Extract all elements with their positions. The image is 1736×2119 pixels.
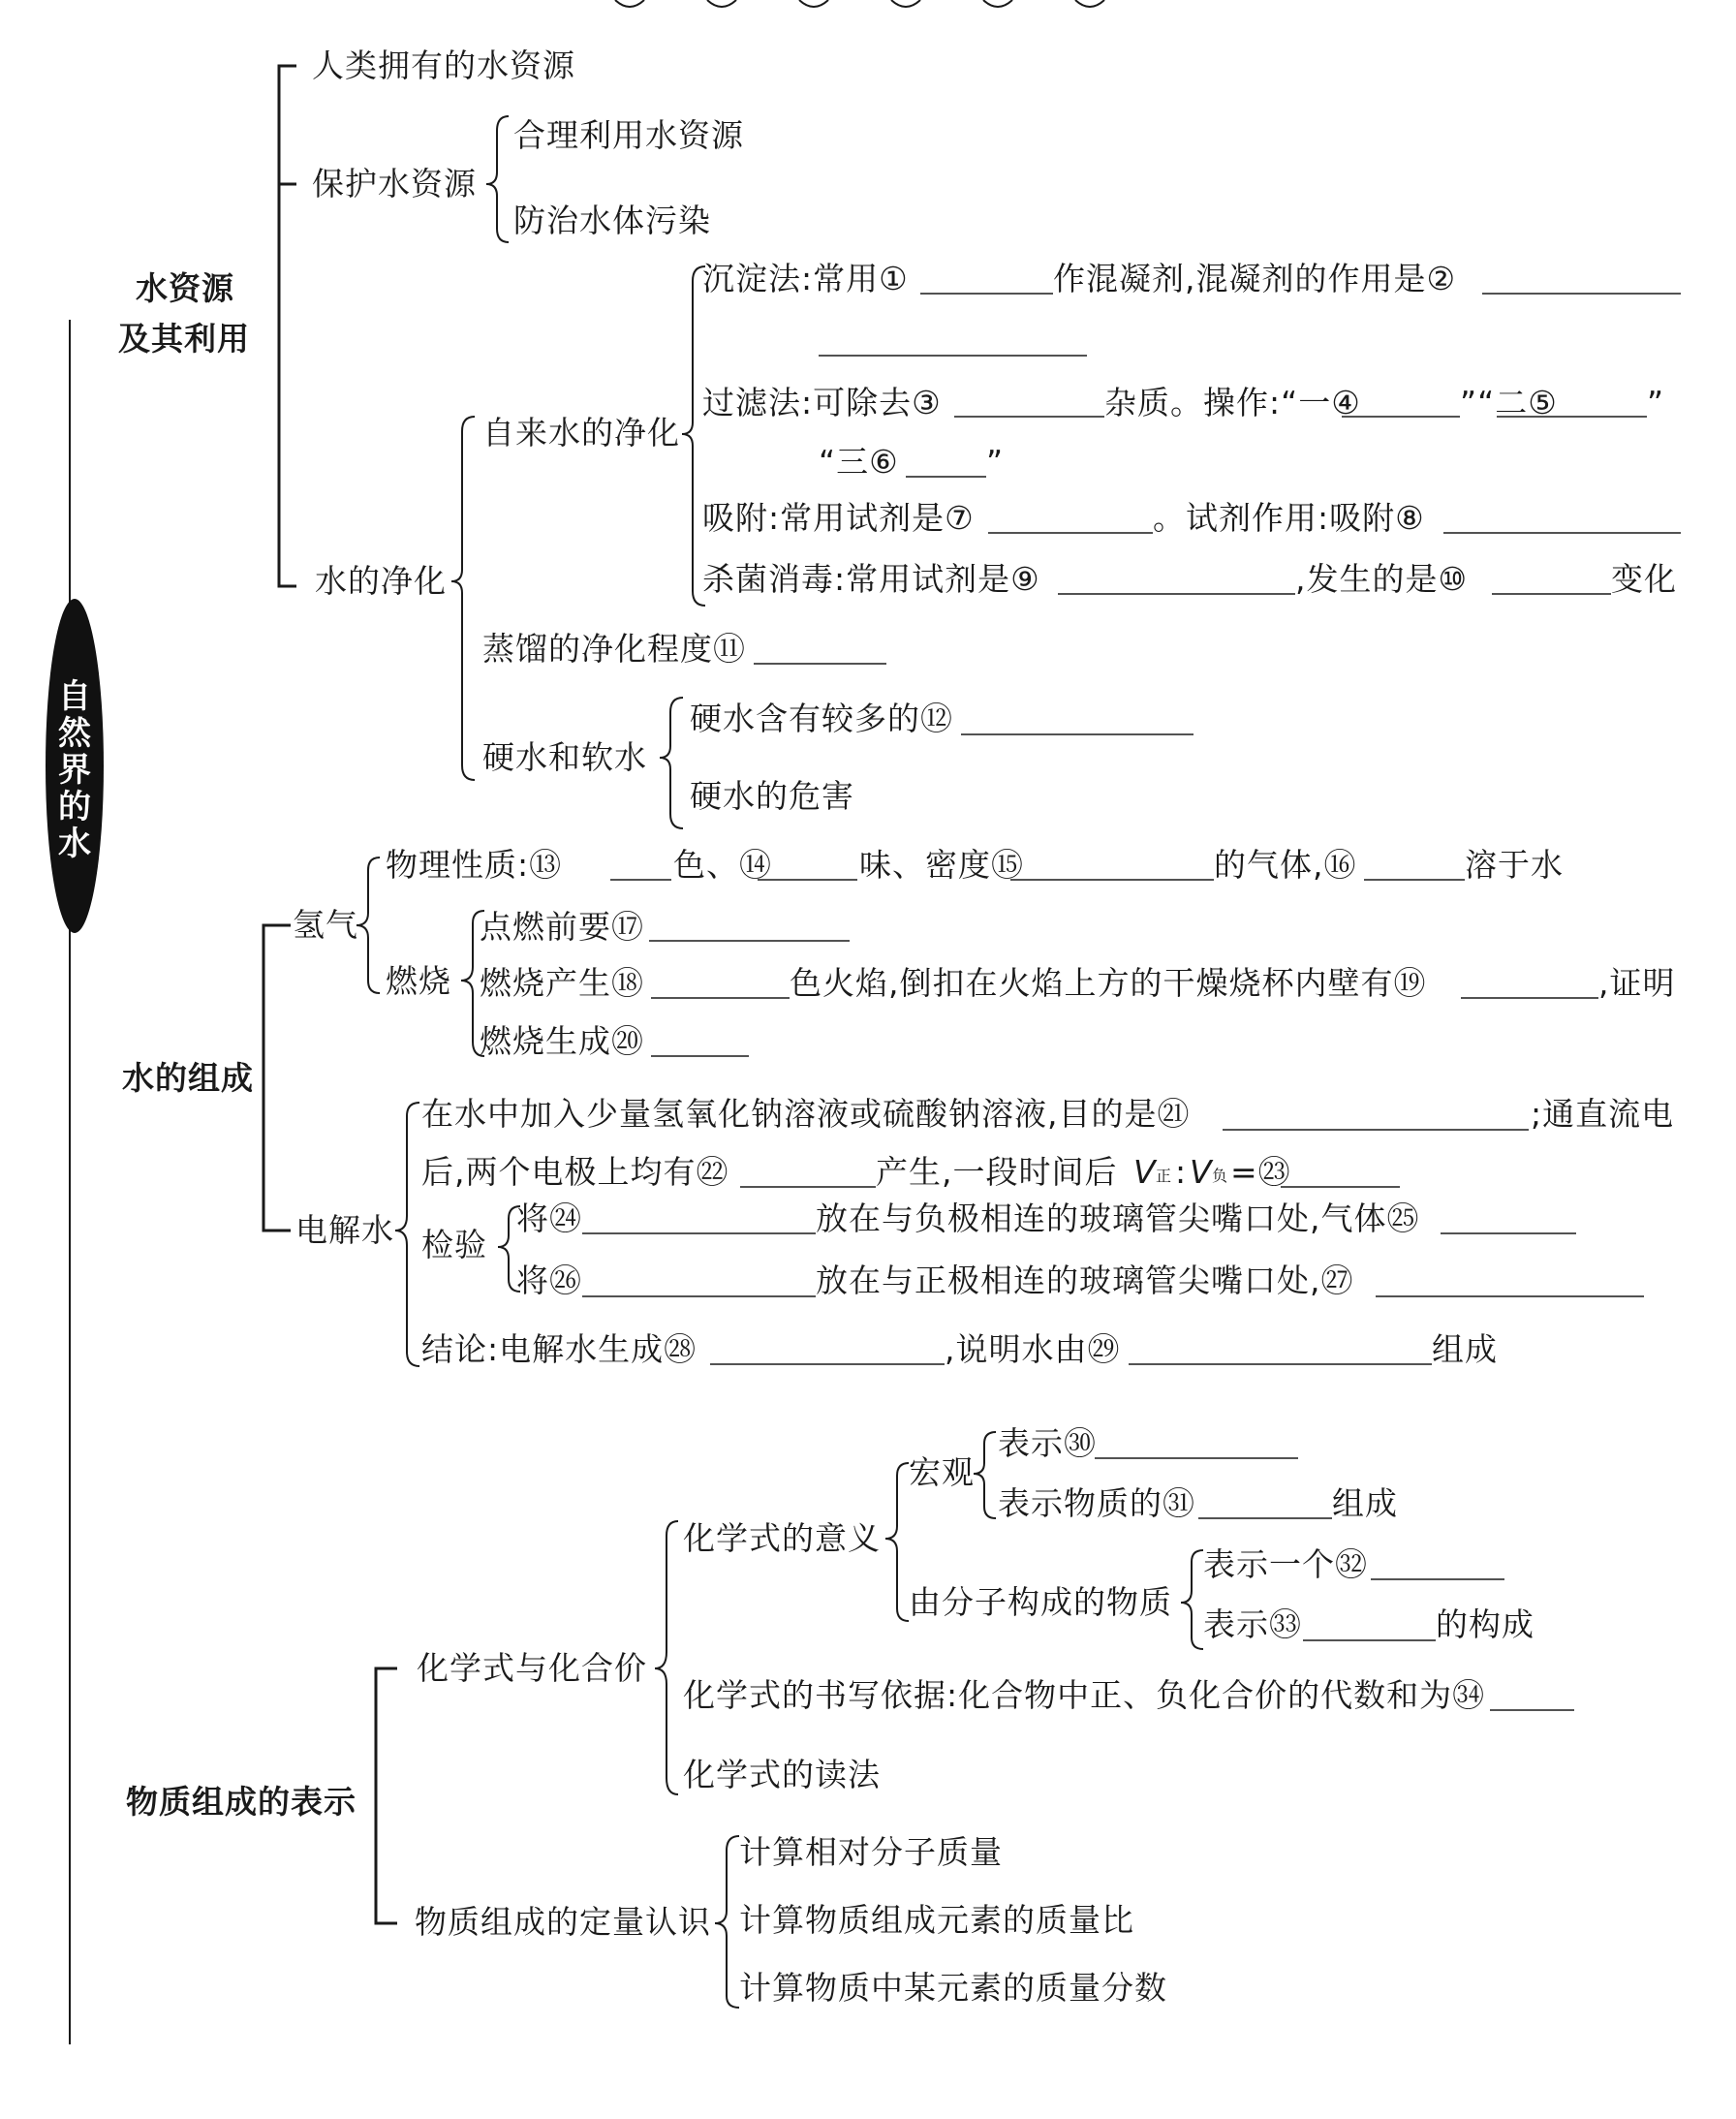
mol-item-1: 表示一个㉜ xyxy=(1203,1545,1368,1583)
formula-valence-node: 化学式与化合价 xyxy=(417,1649,647,1687)
protect-node: 保护水资源 xyxy=(312,165,477,203)
phys-text-a: 物理性质:⑬ xyxy=(386,846,563,884)
conclusion-b: ,说明水由㉙ xyxy=(945,1330,1121,1368)
elec-line1-a: 在水中加入少量氢氧化钠溶液或硫酸钠溶液,目的是㉑ xyxy=(421,1095,1191,1133)
quant-bracket xyxy=(715,1836,739,2008)
hydrogen-bracket xyxy=(356,857,380,993)
burn-item-2b: 色火焰,倒扣在火焰上方的干燥烧杯内壁有⑲ xyxy=(790,964,1427,1002)
elec-line2-a: 后,两个电极上均有㉒ xyxy=(421,1153,729,1191)
conclusion-c: 组成 xyxy=(1432,1330,1498,1368)
adsorb-text-a: 吸附:常用试剂是⑦ xyxy=(702,499,975,537)
cat1-bracket xyxy=(279,66,296,586)
disinfect-text-b: ,发生的是⑩ xyxy=(1295,560,1469,598)
test-item-1a: 将㉔ xyxy=(516,1200,582,1237)
tap-node: 自来水的净化 xyxy=(482,414,680,452)
protect-item-2: 防治水体污染 xyxy=(513,202,711,239)
phys-text-e: 溶于水 xyxy=(1465,846,1564,884)
cat3-bracket xyxy=(376,1668,397,1923)
phys-text-b: 色、⑭ xyxy=(673,846,772,884)
filter-text-c: ”“二⑤ xyxy=(1460,384,1558,421)
electrolysis-node: 电解水 xyxy=(295,1211,394,1249)
v-sub-neg: 负 xyxy=(1212,1167,1229,1185)
mol-item-2b: 的构成 xyxy=(1436,1605,1534,1643)
cat2-bracket xyxy=(264,925,291,1231)
test-node: 检验 xyxy=(421,1226,487,1263)
burn-node: 燃烧 xyxy=(386,962,451,1000)
phys-text-c: 味、密度⑮ xyxy=(859,846,1024,884)
formula-bracket xyxy=(655,1521,678,1794)
elec-line2-c: =㉓ xyxy=(1230,1153,1291,1191)
hard-item-1: 硬水含有较多的⑫ xyxy=(690,700,953,737)
tap-bracket xyxy=(682,266,705,606)
writing-node: 化学式的书写依据:化合物中正、负化合价的代数和为㉞ xyxy=(683,1676,1486,1714)
macro-item-2a: 表示物质的㉛ xyxy=(998,1484,1195,1522)
hard-bracket xyxy=(660,698,683,828)
macro-item-2b: 组成 xyxy=(1332,1484,1398,1522)
protect-item-1: 合理利用水资源 xyxy=(513,116,744,154)
cat1-label-line1: 水资源 xyxy=(136,269,234,307)
purify-node: 水的净化 xyxy=(315,562,447,600)
quant-item-2: 计算物质组成元素的质量比 xyxy=(739,1901,1134,1939)
disinfect-text-a: 杀菌消毒:常用试剂是⑨ xyxy=(702,560,1040,598)
main-title: 自然界的水 xyxy=(58,677,91,863)
hydrogen-node: 氢气 xyxy=(293,906,358,944)
sediment-text-a: 沉淀法:常用① xyxy=(702,260,909,297)
filter-text-a: 过滤法:可除去③ xyxy=(702,384,942,421)
meaning-bracket xyxy=(885,1463,909,1621)
cat3-label: 物质组成的表示 xyxy=(126,1783,356,1821)
burn-item-1: 点燃前要⑰ xyxy=(480,908,644,946)
v-symbol-neg: V xyxy=(1190,1153,1213,1191)
reading-node: 化学式的读法 xyxy=(683,1756,881,1793)
elec-line2-b: 产生,一段时间后 xyxy=(876,1153,1118,1191)
test-item-2b: 放在与正极相连的玻璃管尖嘴口处,㉗ xyxy=(816,1262,1354,1299)
cat1-label-line2: 及其利用 xyxy=(118,320,250,358)
filter-text-f: ” xyxy=(986,443,1005,481)
hard-item-2: 硬水的危害 xyxy=(690,777,854,815)
electrolysis-bracket xyxy=(395,1103,419,1366)
test-item-1b: 放在与负极相连的玻璃管尖嘴口处,气体㉕ xyxy=(816,1200,1420,1237)
sediment-text-b: 作混凝剂,混凝剂的作用是② xyxy=(1053,260,1457,297)
adsorb-text-b: 。试剂作用:吸附⑧ xyxy=(1153,499,1425,537)
quant-item-3: 计算物质中某元素的质量分数 xyxy=(739,1969,1167,2007)
cat2-label: 水的组成 xyxy=(122,1059,254,1097)
meaning-node: 化学式的意义 xyxy=(683,1519,881,1557)
protect-bracket xyxy=(486,116,509,242)
burn-item-2c: ,证明 xyxy=(1598,964,1676,1002)
molecular-node: 由分子构成的物质 xyxy=(909,1583,1172,1621)
macro-item-1: 表示㉚ xyxy=(998,1424,1097,1462)
hard-node: 硬水和软水 xyxy=(482,738,647,776)
v-symbol-pos: V xyxy=(1133,1153,1157,1191)
burn-item-3: 燃烧生成⑳ xyxy=(480,1022,644,1060)
ratio-colon: : xyxy=(1175,1153,1188,1191)
phys-text-d: 的气体,⑯ xyxy=(1214,846,1357,884)
macro-node: 宏观 xyxy=(909,1453,975,1491)
distill-node: 蒸馏的净化程度⑪ xyxy=(482,630,746,668)
burn-item-2a: 燃烧产生⑱ xyxy=(480,964,644,1002)
purify-bracket xyxy=(451,417,475,780)
top-decoration xyxy=(615,0,1104,7)
v-sub-pos: 正 xyxy=(1156,1167,1173,1185)
resources-node: 人类拥有的水资源 xyxy=(312,47,575,84)
filter-text-b: 杂质。操作:“一④ xyxy=(1104,384,1361,421)
elec-line1-b: ;通直流电 xyxy=(1531,1095,1675,1133)
macro-bracket xyxy=(974,1432,996,1518)
filter-text-e: “三⑥ xyxy=(819,443,899,481)
molecular-bracket xyxy=(1181,1550,1203,1649)
conclusion-a: 结论:电解水生成㉘ xyxy=(421,1330,698,1368)
quant-item-1: 计算相对分子质量 xyxy=(739,1833,1003,1871)
mol-item-2a: 表示㉝ xyxy=(1203,1605,1302,1643)
quant-node: 物质组成的定量认识 xyxy=(415,1903,711,1941)
disinfect-text-c: 变化 xyxy=(1611,560,1677,598)
test-item-2a: 将㉖ xyxy=(516,1262,582,1299)
filter-text-d: ” xyxy=(1647,384,1665,421)
